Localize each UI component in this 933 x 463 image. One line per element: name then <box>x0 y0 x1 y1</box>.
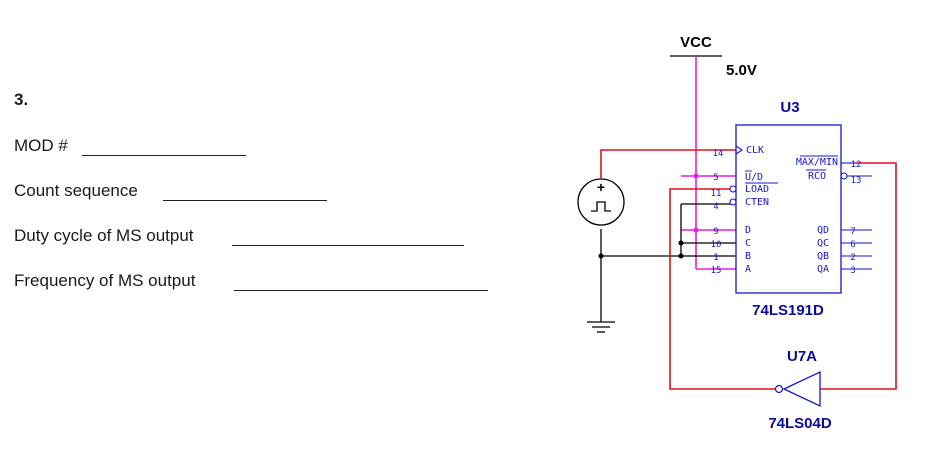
pin-name-qc: QC <box>816 238 829 249</box>
ground-wires <box>601 204 736 322</box>
frequency-label: Frequency of MS output <box>14 271 196 290</box>
pin-name-qb: QB <box>816 251 829 262</box>
rco-bubble <box>841 173 847 179</box>
pin-num-qa: 3 <box>850 266 856 276</box>
pin-name-cten: CTEN <box>745 197 770 208</box>
pin-name-qd: QD <box>816 225 829 236</box>
pin-num-ud: 5 <box>713 173 719 183</box>
counter-part: 74LS191D <box>752 302 824 319</box>
pin-name-c: C <box>745 238 752 249</box>
counter-ref: U3 <box>780 99 800 116</box>
pin-num-rco: 13 <box>850 176 862 186</box>
question-number: 3. <box>14 90 29 109</box>
inverter-symbol <box>784 372 820 406</box>
pin-name-qa: QA <box>816 264 829 275</box>
vcc-wires <box>681 56 736 269</box>
pin-name-d: D <box>745 225 752 236</box>
cten-bubble <box>730 199 736 205</box>
pin-name-ud: U/D <box>745 172 764 183</box>
pin-name-a: A <box>745 264 752 275</box>
mod-label: MOD # <box>14 136 68 155</box>
ground-symbol <box>587 322 615 332</box>
pin-num-qc: 6 <box>850 240 856 250</box>
vcc-voltage: 5.0V <box>726 62 757 79</box>
pin-name-maxmin: MAX/MIN <box>795 157 838 168</box>
duty-cycle-label: Duty cycle of MS output <box>14 226 194 245</box>
pin-num-load: 11 <box>710 189 722 199</box>
pin-num-a: 15 <box>710 266 722 276</box>
pin-num-d: 9 <box>713 227 719 237</box>
pin-num-clk: 14 <box>712 149 724 159</box>
inverter-ref: U7A <box>786 348 818 365</box>
pin-num-cten: 4 <box>713 202 719 212</box>
pin-num-qb: 2 <box>850 253 856 263</box>
count-sequence-label: Count sequence <box>14 181 138 200</box>
pin-name-clk: CLK <box>746 145 765 156</box>
load-bubble <box>730 186 736 192</box>
pin-name-b: B <box>745 251 752 262</box>
clock-plus-sign: + <box>596 179 606 195</box>
inverter-bubble <box>776 386 783 393</box>
pin-num-c: 10 <box>710 240 722 250</box>
pin-name-rco: RCO <box>807 171 826 182</box>
pin-num-qd: 7 <box>850 227 856 237</box>
pin-num-maxmin: 12 <box>850 160 862 170</box>
pin-name-load: LOAD <box>745 184 770 195</box>
inverter-part: 74LS04D <box>768 415 832 432</box>
pin-num-b: 1 <box>713 253 719 263</box>
vcc-label: VCC <box>680 34 712 51</box>
